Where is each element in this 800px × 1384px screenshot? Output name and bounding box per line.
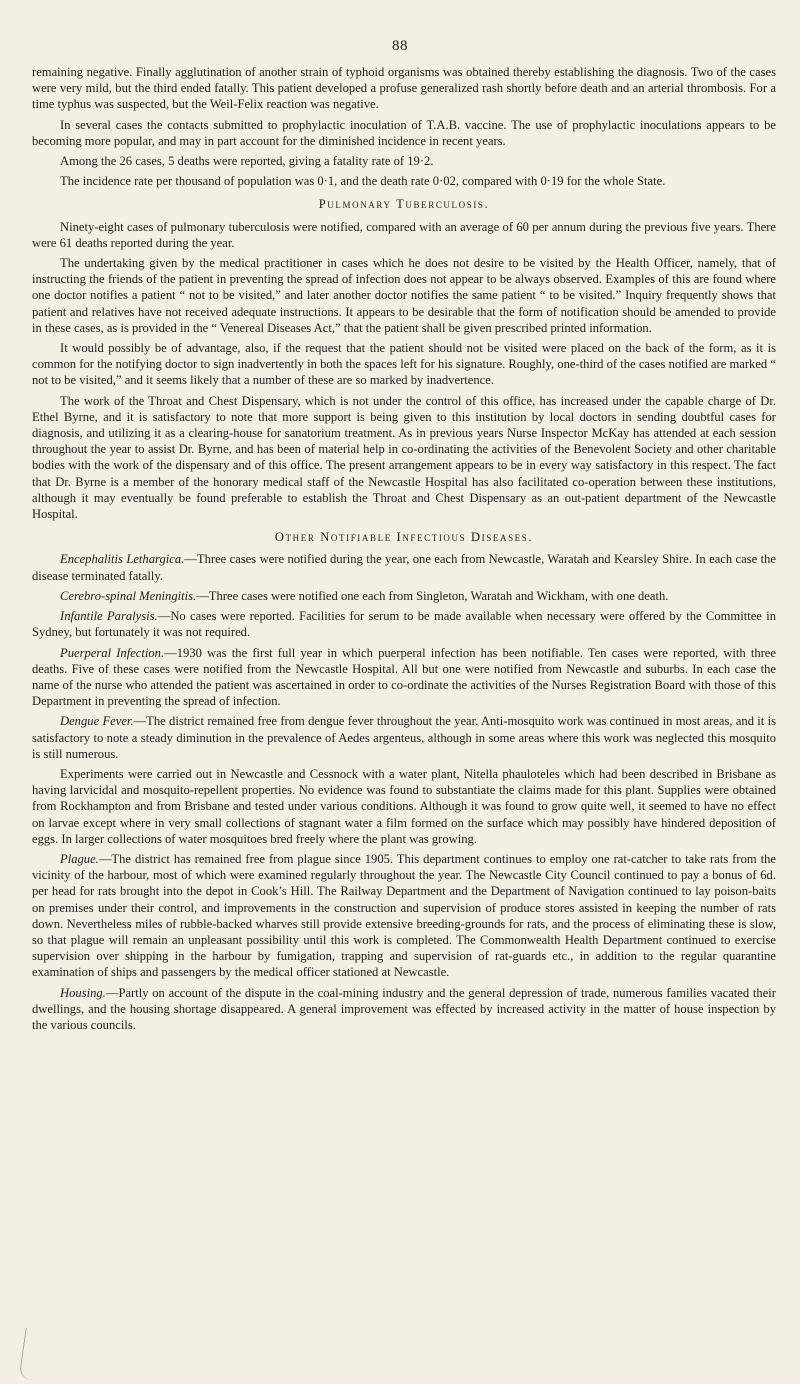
paragraph xyxy=(32,64,776,113)
paragraph-text: —The district has remained free from plague since 1905. This department continues to employ one rat-catcher to take rats from the vicinity of the harbour, most of which were examined regularly throughout the year. The Newcastle City Council continued to pay a bonus of 6d. per head for rats brought into the depot in Cook’s Hill. The Railway Department and the Department of Navigation continued to lay poison-baits on premises under their control, and improvements in the construction and supervision of produce stores assisted in keeping the number of rats down. Nevertheless miles of rubble-backed wharves still provide extensive breeding-grounds for rats, and the process of eliminating these is slow, so that plague will remain an unpleasant possibility until this work is completed. The Commonwealth Health Department continued to exercise supervision over shipping in the harbour by fumigation, trapping and supervision of rat-guards etc., in addition to the regular quarantine examination of ships and passengers by the medical officer stationed at Newcastle. xyxy=(32,851,776,980)
run-in-heading: Cerebro-spinal Meningitis. xyxy=(60,588,197,603)
paragraph-text: Among the 26 cases, 5 deaths were reported, giving a fatality rate of 19·2. xyxy=(60,154,434,169)
paragraph-text: The work of the Throat and Chest Dispensary, which is not under the control of this office, has increased under the capable charge of Dr. Ethel Byrne, and it is satisfactory to note that more support is being given to this institution by local doctors in sending doubtful cases for diagnosis, and utilizing it as a clearing-house for sanatorium treatment. As in previous years Nurse Inspector McKay has attended at each session throughout the year to assist Dr. Byrne, and has been of material help in co-ordinating the activities of the Benevolent Society and other charitable bodies with the work of the dispensary and of this office. The present arrangement appears to be in every way satisfactory in this respect. The fact that Dr. Byrne is a member of the honorary medical staff of the Newcastle Hospital has also facilitated co-operation between these institutions, although it may eventually be found preferable to establish the Throat and Chest Dispensary as an out-patient department of the Newcastle Hospital. xyxy=(32,393,776,522)
section-heading: Other Notifiable Infectious Diseases. xyxy=(274,530,534,545)
paragraph-text: —Three cases were notified one each from Singleton, Waratah and Wickham, with one death. xyxy=(196,588,669,603)
paragraph xyxy=(32,588,776,604)
paragraph xyxy=(32,608,776,640)
paragraph xyxy=(32,713,776,762)
paragraph xyxy=(32,173,776,189)
run-in-heading: Dengue Fever. xyxy=(60,714,134,729)
run-in-heading: Infantile Paralysis. xyxy=(60,609,158,624)
paragraph-text: The incidence rate per thousand of population was 0·1, and the death rate 0·02, compared with 0·19 for the whole State. xyxy=(60,174,666,189)
paragraph-text: It would possibly be of advantage, also, if the request that the patient should not be visited were placed on the back of the form, as it is common for the notifying doctor to sign inadvertently in both the spaces left for his signature. Roughly, one-third of the cases notified are marked “ not to be visited,” and it seems likely that a number of these are so marked by inadvertence. xyxy=(32,341,776,388)
paragraph xyxy=(32,117,776,149)
paragraph xyxy=(32,255,776,336)
run-in-heading: Plague. xyxy=(60,851,99,866)
paragraph-text: Experiments were carried out in Newcastle and Cessnock with a water plant, Nitella phauloteles which had been described in Brisbane as having larvicidal and mosquito-repellent properties. No evidence was found to substantiate the claims made for this plant. Supplies were obtained from Rockhampton and from Brisbane and tested under various conditions. Although it was found to grow quite well, it seemed to have no effect on larvae except where in very small collections of stagnant water a film formed on the surface which may possibly have hindered deposition of eggs. In larger collections of water mosquitoes bred freely where the plant was growing. xyxy=(32,766,776,846)
paragraph-text: Ninety-eight cases of pulmonary tuberculosis were notified, compared with an average of 60 per annum during the previous five years. There were 61 deaths reported during the year. xyxy=(32,219,776,250)
paragraph-text: The undertaking given by the medical practitioner in cases which he does not desire to be visited by the Health Officer, namely, that of instructing the friends of the patient in preventing the spread of infection does not appear to be always observed. Examples of this are found where one doctor notifies a patient “ not to be visited,” and later another doctor notifies the same patient “ to be visited.” Inquiry frequently shows that patient and relatives have not received adequate instructions. It appears to be desirable that the form of notification should be amended to provide in these cases, as is provided in the “ Venereal Diseases Act,” that the patient shall be given prescribed printed information. xyxy=(32,256,776,335)
paragraph-text: —Partly on account of the dispute in the coal-mining industry and the general depression of trade, numerous families vacated their dwellings, and the housing shortage disappeared. A general improvement was effected by increased activity in the matter of house inspection by the various councils. xyxy=(32,985,776,1032)
paragraph xyxy=(32,645,776,710)
paragraph xyxy=(32,219,776,251)
paragraph xyxy=(32,551,776,583)
run-in-heading: Housing. xyxy=(60,985,106,1000)
paragraph xyxy=(32,766,776,847)
page-number: 88 xyxy=(392,38,408,54)
paragraph xyxy=(32,153,776,169)
paragraph xyxy=(32,851,776,981)
paragraph xyxy=(32,340,776,389)
run-in-heading: Puerperal Infection. xyxy=(60,645,165,660)
paragraph-text: —1930 was the first full year in which puerperal infection has been notifiable. Ten cases were reported, with three deaths. Five of these cases were notified from the Newcastle Hospital. All but one were notified from Newcastle and suburbs. In each case the name of the nurse who attended the patient was ascertained in order to co-ordinate the activities of the Nurses Registration Board with those of this Department in preventing the spread of infection. xyxy=(32,645,776,709)
paragraph-text: remaining negative. Finally agglutination of another strain of typhoid organisms was obtained thereby establishing the diagnosis. Two of the cases were very mild, but the third ended fatally. This patient developed a profuse generalized rash shortly before death and an arterial thrombosis. For a time typhus was suspected, but the Weil-Felix reaction was negative. xyxy=(32,65,776,112)
page-fold-mark xyxy=(18,1328,46,1380)
paragraph xyxy=(32,393,776,523)
paragraph-text: In several cases the contacts submitted to prophylactic inoculation of T.A.B. vaccine. The use of prophylactic inoculations appears to be becoming more popular, and may in part account for the diminished incidence in recent years. xyxy=(32,117,776,148)
section-heading: Pulmonary Tuberculosis. xyxy=(318,197,490,212)
paragraph-text: —Three cases were notified during the year, one each from Newcastle, Waratah and Kearsley Shire. In each case the disease terminated fatally. xyxy=(32,552,776,583)
paragraph xyxy=(32,985,776,1034)
paragraph-text: —The district remained free from dengue fever throughout the year. Anti-mosquito work was continued in most areas, and it is satisfactory to note a steady diminution in the prevalence of Aedes argenteus, although in some areas where this work was neglected this mosquito is still numerous. xyxy=(32,714,776,761)
run-in-heading: Encephalitis Lethargica. xyxy=(60,552,185,567)
paragraph-text: —No cases were reported. Facilities for serum to be made available when necessary were offered by the Committee in Sydney, but fortunately it was not required. xyxy=(32,609,777,640)
document-body xyxy=(32,64,776,1037)
